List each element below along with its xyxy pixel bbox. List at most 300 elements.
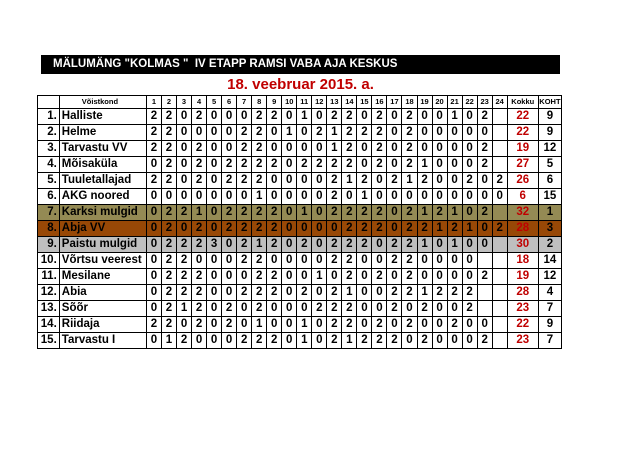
row-number: 7. (38, 205, 60, 221)
round-score: 0 (462, 333, 477, 349)
round-score: 2 (177, 269, 192, 285)
round-score: 0 (357, 285, 372, 301)
round-score: 0 (312, 109, 327, 125)
round-score: 0 (267, 141, 282, 157)
round-score: 1 (342, 285, 357, 301)
round-score: 0 (447, 333, 462, 349)
round-score: 0 (177, 173, 192, 189)
round-score: 1 (447, 205, 462, 221)
round-score: 2 (357, 125, 372, 141)
row-number: 11. (38, 269, 60, 285)
round-score: 0 (267, 317, 282, 333)
round-score: 0 (282, 109, 297, 125)
row-number: 6. (38, 189, 60, 205)
round-score: 1 (462, 221, 477, 237)
round-score: 2 (417, 221, 432, 237)
round-score: 2 (447, 285, 462, 301)
header-round-14: 14 (342, 96, 357, 109)
round-score: 2 (357, 333, 372, 349)
round-score: 0 (477, 173, 492, 189)
round-score: 0 (432, 157, 447, 173)
round-score: 0 (146, 157, 161, 173)
round-score: 2 (387, 237, 402, 253)
round-score: 2 (161, 205, 176, 221)
round-score: 0 (222, 109, 237, 125)
final-place: 7 (538, 333, 561, 349)
round-score (492, 253, 507, 269)
round-score: 2 (447, 221, 462, 237)
round-score: 0 (207, 317, 222, 333)
round-score: 2 (146, 141, 161, 157)
round-score: 0 (477, 125, 492, 141)
round-score: 2 (252, 109, 267, 125)
round-score: 0 (447, 125, 462, 141)
round-score: 2 (387, 333, 402, 349)
round-score: 2 (161, 269, 176, 285)
round-score: 2 (237, 173, 252, 189)
round-score: 2 (477, 269, 492, 285)
round-score: 2 (477, 333, 492, 349)
table-row (38, 269, 562, 285)
header-team: Võistkond (59, 96, 146, 109)
round-score: 0 (357, 141, 372, 157)
round-score: 2 (192, 317, 207, 333)
row-number: 10. (38, 253, 60, 269)
round-score: 2 (237, 221, 252, 237)
table-row (38, 317, 562, 333)
round-score: 0 (282, 269, 297, 285)
round-score: 1 (161, 333, 176, 349)
round-score: 0 (402, 301, 417, 317)
header-place-number (38, 96, 60, 109)
round-score: 2 (402, 317, 417, 333)
round-score: 2 (417, 173, 432, 189)
round-score (477, 253, 492, 269)
round-score: 0 (207, 333, 222, 349)
round-score: 2 (372, 109, 387, 125)
round-score: 2 (252, 285, 267, 301)
round-score: 2 (492, 173, 507, 189)
round-score: 0 (432, 109, 447, 125)
round-score: 2 (387, 253, 402, 269)
round-score: 2 (312, 301, 327, 317)
round-score: 2 (161, 141, 176, 157)
table-row (38, 285, 562, 301)
round-score: 2 (342, 317, 357, 333)
round-score: 0 (387, 157, 402, 173)
table-row (38, 221, 562, 237)
round-score: 0 (492, 189, 507, 205)
round-score: 2 (222, 221, 237, 237)
round-score: 2 (402, 253, 417, 269)
round-score: 0 (462, 269, 477, 285)
round-score: 0 (447, 189, 462, 205)
round-score: 2 (342, 141, 357, 157)
round-score: 2 (267, 333, 282, 349)
round-score: 0 (432, 269, 447, 285)
round-score: 2 (267, 205, 282, 221)
round-score: 2 (372, 125, 387, 141)
header-round-18: 18 (402, 96, 417, 109)
round-score: 2 (161, 237, 176, 253)
final-place: 1 (538, 205, 561, 221)
final-place: 15 (538, 189, 561, 205)
row-number: 1. (38, 109, 60, 125)
round-score: 0 (146, 189, 161, 205)
round-score: 2 (192, 109, 207, 125)
round-score: 0 (432, 189, 447, 205)
total-score: 6 (507, 189, 538, 205)
round-score: 0 (282, 189, 297, 205)
header-round-5: 5 (207, 96, 222, 109)
round-score: 2 (327, 253, 342, 269)
round-score: 0 (417, 317, 432, 333)
round-score: 2 (177, 285, 192, 301)
header-round-2: 2 (161, 96, 176, 109)
round-score: 0 (267, 173, 282, 189)
total-score: 22 (507, 317, 538, 333)
team-name: Mesilane (59, 269, 146, 285)
round-score: 2 (387, 173, 402, 189)
round-score: 0 (447, 301, 462, 317)
round-score: 0 (357, 253, 372, 269)
final-place: 3 (538, 221, 561, 237)
team-name: Tarvastu VV (59, 141, 146, 157)
round-score: 0 (477, 189, 492, 205)
round-score: 0 (282, 333, 297, 349)
round-score: 2 (161, 221, 176, 237)
round-score: 0 (282, 317, 297, 333)
total-score: 19 (507, 269, 538, 285)
round-score: 2 (402, 157, 417, 173)
round-score: 2 (327, 317, 342, 333)
round-score: 2 (357, 173, 372, 189)
round-score: 2 (192, 173, 207, 189)
round-score: 2 (267, 237, 282, 253)
header-round-11: 11 (297, 96, 312, 109)
row-number: 3. (38, 141, 60, 157)
round-score: 0 (312, 253, 327, 269)
round-score: 1 (282, 125, 297, 141)
round-score: 2 (327, 285, 342, 301)
header-round-4: 4 (192, 96, 207, 109)
round-score: 2 (252, 141, 267, 157)
round-score: 3 (207, 237, 222, 253)
team-name: AKG noored (59, 189, 146, 205)
total-score: 22 (507, 109, 538, 125)
round-score: 0 (177, 157, 192, 173)
round-score: 0 (146, 333, 161, 349)
round-score: 0 (297, 189, 312, 205)
round-score: 0 (207, 205, 222, 221)
round-score: 0 (432, 125, 447, 141)
round-score: 2 (222, 317, 237, 333)
header-round-24: 24 (492, 96, 507, 109)
round-score: 2 (192, 157, 207, 173)
round-score: 2 (161, 301, 176, 317)
round-score: 1 (327, 141, 342, 157)
round-score: 2 (161, 157, 176, 173)
table-row (38, 253, 562, 269)
round-score: 0 (357, 157, 372, 173)
header-round-10: 10 (282, 96, 297, 109)
round-score: 0 (372, 301, 387, 317)
total-score: 23 (507, 301, 538, 317)
round-score: 0 (477, 221, 492, 237)
round-score: 0 (432, 253, 447, 269)
row-number: 4. (38, 157, 60, 173)
round-score (492, 157, 507, 173)
round-score: 0 (207, 285, 222, 301)
round-score: 2 (387, 285, 402, 301)
round-score: 2 (417, 333, 432, 349)
round-score: 0 (312, 141, 327, 157)
table-row (38, 205, 562, 221)
round-score: 2 (477, 141, 492, 157)
round-score: 1 (417, 205, 432, 221)
round-score: 0 (267, 189, 282, 205)
round-score: 0 (222, 269, 237, 285)
round-score: 0 (207, 221, 222, 237)
round-score: 2 (237, 285, 252, 301)
round-score: 2 (161, 253, 176, 269)
round-score: 2 (252, 221, 267, 237)
round-score: 0 (462, 109, 477, 125)
competition-title: MÄLUMÄNG "KOLMAS " IV ETAPP RAMSI VABA AJA KESKUS (41, 55, 560, 74)
round-score (477, 301, 492, 317)
row-number: 2. (38, 125, 60, 141)
round-score: 0 (447, 253, 462, 269)
round-score: 0 (282, 173, 297, 189)
round-score: 1 (417, 237, 432, 253)
round-score: 0 (372, 173, 387, 189)
round-score: 2 (402, 205, 417, 221)
final-place: 9 (538, 109, 561, 125)
final-place: 4 (538, 285, 561, 301)
round-score: 2 (402, 269, 417, 285)
table-row (38, 141, 562, 157)
round-score: 0 (447, 141, 462, 157)
round-score: 2 (432, 205, 447, 221)
round-score: 2 (192, 141, 207, 157)
round-score: 2 (372, 333, 387, 349)
round-score: 0 (237, 317, 252, 333)
table-row (38, 333, 562, 349)
final-place: 14 (538, 253, 561, 269)
header-total: Kokku (507, 96, 538, 109)
round-score: 0 (417, 109, 432, 125)
round-score: 2 (146, 317, 161, 333)
round-score: 0 (207, 173, 222, 189)
round-score: 0 (161, 189, 176, 205)
round-score: 1 (447, 109, 462, 125)
round-score: 0 (207, 189, 222, 205)
team-name: Halliste (59, 109, 146, 125)
header-round-15: 15 (357, 96, 372, 109)
round-score: 2 (327, 237, 342, 253)
round-score: 0 (282, 205, 297, 221)
round-score: 2 (357, 221, 372, 237)
round-score: 2 (342, 269, 357, 285)
round-score: 0 (462, 141, 477, 157)
round-score: 0 (177, 109, 192, 125)
round-score: 0 (462, 237, 477, 253)
round-score: 0 (146, 237, 161, 253)
round-score: 2 (146, 109, 161, 125)
header-round-21: 21 (447, 96, 462, 109)
round-score: 2 (432, 285, 447, 301)
header-round-8: 8 (252, 96, 267, 109)
round-score: 2 (327, 157, 342, 173)
row-number: 9. (38, 237, 60, 253)
round-score: 2 (222, 157, 237, 173)
round-score: 0 (297, 221, 312, 237)
round-score: 1 (327, 125, 342, 141)
round-score: 0 (462, 157, 477, 173)
round-score: 0 (312, 237, 327, 253)
round-score: 0 (146, 221, 161, 237)
final-place: 9 (538, 125, 561, 141)
round-score: 1 (177, 301, 192, 317)
round-score (492, 141, 507, 157)
round-score (492, 237, 507, 253)
round-score: 2 (327, 301, 342, 317)
round-score: 0 (297, 141, 312, 157)
round-score: 0 (222, 125, 237, 141)
round-score: 0 (297, 125, 312, 141)
round-score: 2 (402, 221, 417, 237)
round-score: 0 (297, 269, 312, 285)
round-score: 0 (146, 269, 161, 285)
header-round-16: 16 (372, 96, 387, 109)
round-score: 2 (252, 301, 267, 317)
round-score: 1 (297, 333, 312, 349)
total-score: 19 (507, 141, 538, 157)
round-score: 0 (387, 221, 402, 237)
round-score: 2 (372, 141, 387, 157)
round-score: 2 (372, 269, 387, 285)
round-score: 2 (342, 301, 357, 317)
round-score: 2 (252, 157, 267, 173)
round-score: 0 (297, 301, 312, 317)
round-score: 2 (342, 125, 357, 141)
round-score: 0 (146, 301, 161, 317)
round-score: 0 (372, 189, 387, 205)
round-score: 2 (237, 205, 252, 221)
round-score: 2 (342, 221, 357, 237)
header-round-17: 17 (387, 96, 402, 109)
round-score: 2 (177, 205, 192, 221)
team-name: Tuuletallajad (59, 173, 146, 189)
round-score: 0 (312, 333, 327, 349)
round-score: 0 (372, 253, 387, 269)
round-score: 0 (387, 317, 402, 333)
round-score: 0 (342, 189, 357, 205)
round-score: 2 (402, 285, 417, 301)
round-score: 2 (297, 285, 312, 301)
round-score: 2 (357, 205, 372, 221)
round-score: 2 (297, 157, 312, 173)
round-score: 0 (207, 157, 222, 173)
header-round-6: 6 (222, 96, 237, 109)
competition-date: 18. veebruar 2015. a. (227, 76, 374, 93)
round-score: 0 (237, 189, 252, 205)
round-score: 2 (372, 317, 387, 333)
header-row (38, 96, 562, 109)
total-score: 28 (507, 285, 538, 301)
round-score: 2 (327, 205, 342, 221)
final-place: 6 (538, 173, 561, 189)
round-score: 0 (312, 317, 327, 333)
header-round-7: 7 (237, 96, 252, 109)
round-score: 2 (342, 253, 357, 269)
round-score: 0 (222, 141, 237, 157)
round-score: 2 (372, 157, 387, 173)
round-score: 2 (252, 173, 267, 189)
round-score: 0 (417, 253, 432, 269)
round-score: 0 (192, 125, 207, 141)
round-score: 2 (267, 285, 282, 301)
round-score: 1 (252, 189, 267, 205)
round-score: 2 (237, 253, 252, 269)
round-score: 0 (357, 301, 372, 317)
round-score: 2 (342, 157, 357, 173)
round-score (492, 269, 507, 285)
total-score: 22 (507, 125, 538, 141)
round-score: 0 (282, 301, 297, 317)
round-score (492, 317, 507, 333)
round-score (492, 109, 507, 125)
round-score: 0 (222, 285, 237, 301)
round-score: 0 (237, 269, 252, 285)
round-score: 0 (447, 157, 462, 173)
round-score: 2 (267, 269, 282, 285)
round-score: 0 (312, 205, 327, 221)
round-score: 0 (146, 205, 161, 221)
round-score: 2 (146, 125, 161, 141)
round-score: 2 (402, 125, 417, 141)
round-score: 1 (342, 173, 357, 189)
round-score: 0 (282, 237, 297, 253)
round-score: 0 (192, 253, 207, 269)
row-number: 15. (38, 333, 60, 349)
round-score: 2 (402, 109, 417, 125)
round-score: 0 (327, 269, 342, 285)
round-score: 2 (492, 221, 507, 237)
round-score: 0 (372, 285, 387, 301)
header-round-23: 23 (477, 96, 492, 109)
round-score: 0 (146, 285, 161, 301)
round-score: 0 (447, 173, 462, 189)
round-score (492, 333, 507, 349)
header-round-19: 19 (417, 96, 432, 109)
round-score: 0 (222, 237, 237, 253)
round-score (477, 285, 492, 301)
round-score: 2 (327, 109, 342, 125)
row-number: 13. (38, 301, 60, 317)
round-score: 2 (417, 301, 432, 317)
round-score: 0 (417, 141, 432, 157)
header-round-9: 9 (267, 96, 282, 109)
team-name: Riidaja (59, 317, 146, 333)
round-score: 2 (462, 173, 477, 189)
round-score: 2 (161, 285, 176, 301)
round-score: 2 (237, 125, 252, 141)
round-score: 2 (402, 141, 417, 157)
round-score: 2 (477, 109, 492, 125)
total-score: 26 (507, 173, 538, 189)
row-number: 8. (38, 221, 60, 237)
